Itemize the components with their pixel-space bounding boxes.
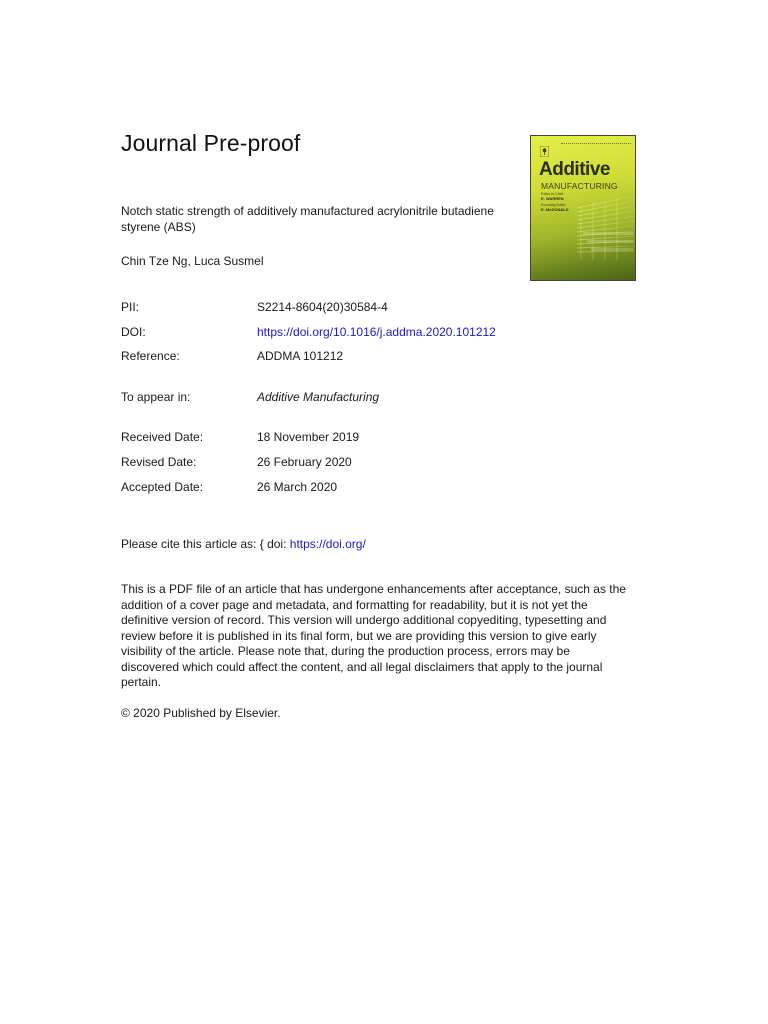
citation-doi-link[interactable]: https://doi.org/	[289, 537, 366, 551]
meta-row-revised-date	[121, 455, 541, 471]
meta-label: Accepted Date:	[121, 480, 204, 494]
cover-title: Additive	[539, 159, 610, 180]
citation-prefix: Please cite this article as: { doi:	[121, 537, 287, 551]
citation-line	[121, 537, 366, 551]
meta-value-received-date: 18 November 2019	[257, 430, 360, 444]
meta-label: PII:	[121, 300, 140, 314]
cover-editor2-name: E. McDONALD	[541, 207, 569, 212]
doi-link[interactable]: https://doi.org/10.1016/j.addma.2020.101212	[257, 325, 496, 339]
meta-value-reference: ADDMA 101212	[257, 349, 344, 363]
cover-editor-name: E. WARREN	[541, 196, 564, 201]
cover-subtitle: MANUFACTURING	[541, 181, 618, 191]
journal-cover-image	[530, 135, 636, 281]
elsevier-tree-logo-icon	[540, 146, 549, 157]
cover-top-rule	[561, 143, 631, 146]
copyright-notice: © 2020 Published by Elsevier.	[121, 706, 281, 720]
meta-label: Revised Date:	[121, 455, 197, 469]
meta-label: Reference:	[121, 349, 180, 363]
meta-value-pii: S2214-8604(20)30584-4	[257, 300, 388, 314]
cover-editor2-role: Founding Editor	[541, 203, 566, 207]
meta-row-reference	[121, 349, 541, 365]
meta-row-received-date	[121, 430, 541, 446]
cover-editor-role: Editor-in-Chief	[541, 192, 564, 196]
article-title: Notch static strength of additively manufactured acrylonitrile butadiene styrene (ABS)	[121, 204, 494, 234]
meta-row-accepted-date	[121, 480, 541, 496]
meta-row-doi	[121, 325, 541, 341]
meta-value-journal: Additive Manufacturing	[257, 390, 380, 404]
meta-row-pii	[121, 300, 541, 316]
journal-preproof-heading: Journal Pre-proof	[121, 130, 301, 156]
meta-value-accepted-date: 26 March 2020	[257, 480, 338, 494]
meta-label: To appear in:	[121, 390, 191, 404]
meta-label: DOI:	[121, 325, 146, 339]
article-authors: Chin Tze Ng, Luca Susmel	[121, 254, 264, 268]
meta-row-to-appear-in	[121, 390, 541, 406]
meta-value-revised-date: 26 February 2020	[257, 455, 352, 469]
meta-label: Received Date:	[121, 430, 204, 444]
preproof-notice: This is a PDF file of an article that has undergone enhancements after acceptance, such as the addition of a cover page and metadata, and formatting for readability, but it is not yet the definitive version of record. This version will undergo additional copyediting, typesetting and review before it is published in its final form, but we are providing this version to give early visibility of the article. Please note that, during the production process, errors may be discovered which could affect the content, and all legal disclaimers that apply to the journal pertain.	[121, 582, 626, 689]
